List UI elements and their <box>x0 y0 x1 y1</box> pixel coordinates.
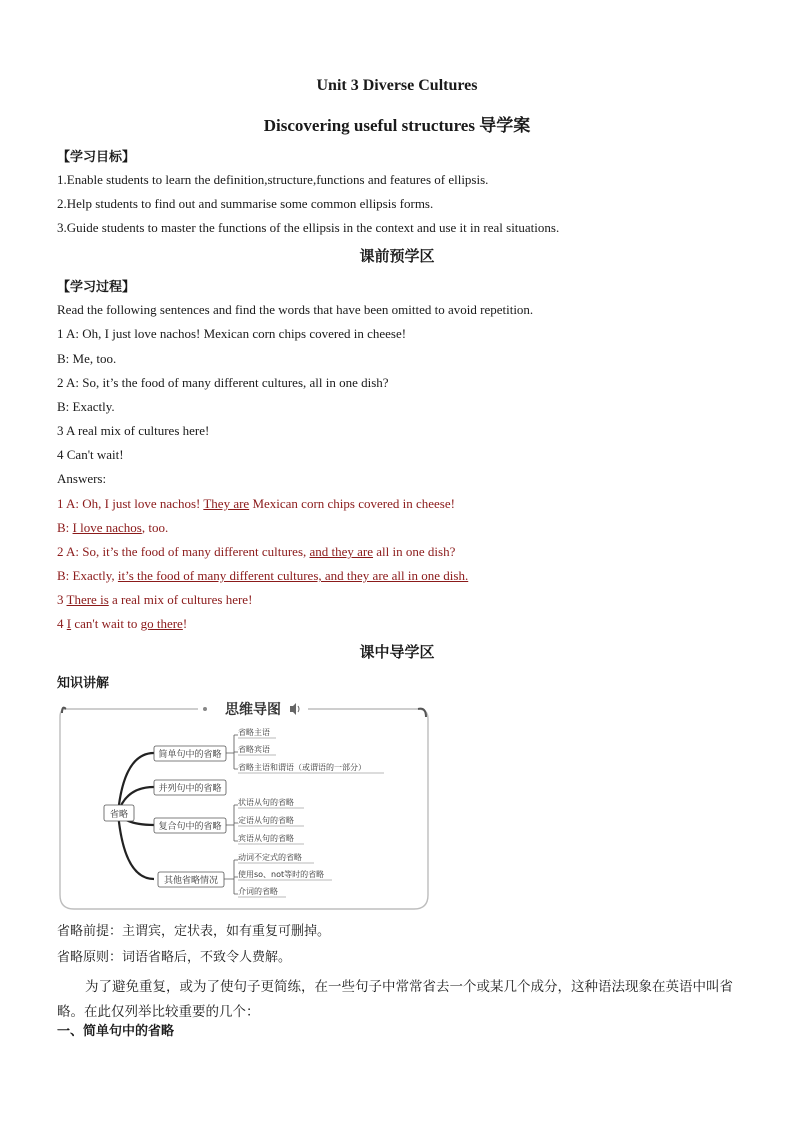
answers-label: Answers: <box>57 471 107 486</box>
answer-text: 1 A: Oh, I just love nachos! <box>57 496 204 511</box>
bracket <box>226 735 238 769</box>
document-title: Unit 3 Diverse Cultures <box>316 77 478 94</box>
document-subtitle: Discovering useful structures 导学案 <box>263 116 531 135</box>
section-heading-in-class: 课中导学区 <box>359 643 435 661</box>
branch-label: 并列句中的省略 <box>158 784 222 794</box>
branch-label: 复合句中的省略 <box>158 822 222 832</box>
answer-underlined: and they are <box>309 544 374 559</box>
answer-text: ! <box>182 616 188 631</box>
leaf-label: 介词的省略 <box>238 887 278 896</box>
answer-text: can't wait to <box>71 616 141 631</box>
knowledge-heading: 知识讲解 <box>57 676 110 691</box>
explanation-paragraph: 为了避免重复，或为了使句子更简练，在一些句子中常常省去一个或某几个成分，这种语法现象在英语中叫省略。在此仅列举比较重要的几个： <box>57 979 733 1020</box>
exercise-line: 4 Can't wait! <box>57 447 124 462</box>
leaf-label: 省略主语和谓语（或谓语的一部分） <box>238 763 366 772</box>
branch-label: 其他省略情况 <box>163 876 219 886</box>
answer-line <box>57 496 455 512</box>
answer-line <box>57 592 252 608</box>
section-one-heading: 一、简单句中的省略 <box>57 1024 175 1039</box>
exercise-line: 2 A: So, it’s the food of many different cultures, all in one dish? <box>57 375 389 390</box>
answer-text: B: Exactly, <box>57 568 118 583</box>
answer-text: 3 <box>57 592 67 607</box>
answer-text: Mexican corn chips covered in cheese! <box>249 496 455 511</box>
answer-text: B: <box>57 520 73 535</box>
mind-map-header: 思维导图 <box>225 702 281 718</box>
frame-corner-left <box>62 708 66 713</box>
leaf-label: 宾语从句的省略 <box>238 834 294 843</box>
section-heading-pre-class: 课前预学区 <box>359 247 435 265</box>
objectives-heading: 【学习目标】 <box>57 150 136 165</box>
objective-item: 2.Help students to find out and summarise some common ellipsis forms. <box>57 196 434 211</box>
exercise-line: 1 A: Oh, I just love nachos! Mexican corn chips covered in cheese! <box>57 326 407 341</box>
answer-line <box>57 544 455 560</box>
leaf-label: 使用so、not等时的省略 <box>238 870 325 879</box>
instruction-text: Read the following sentences and find the words that have been omitted to avoid repetition. <box>57 302 534 317</box>
answer-underlined: I love nachos <box>72 520 142 535</box>
answer-text: 4 <box>57 616 67 631</box>
principle-text: 省略原则：词语省略后，不致令人费解。 <box>57 950 292 965</box>
leaf-label: 省略主语 <box>238 728 270 737</box>
leaf-label: 定语从句的省略 <box>238 816 294 825</box>
mind-map-diagram <box>58 695 430 911</box>
answer-text: , too. <box>141 520 169 535</box>
leaf-label: 动词不定式的省略 <box>238 853 302 862</box>
answer-underlined: it’s the food of many different cultures, and they are all in one dish. <box>117 568 469 583</box>
bracket <box>224 860 238 894</box>
answer-underlined: They are <box>203 496 250 511</box>
root-label: 省略 <box>109 810 129 820</box>
answer-underlined: I <box>66 616 72 631</box>
answer-line <box>57 520 168 536</box>
branch-label: 简单句中的省略 <box>158 750 222 760</box>
bracket <box>226 805 238 841</box>
answer-line <box>57 616 187 632</box>
leaf-label: 状语从句的省略 <box>238 798 294 807</box>
answer-line <box>57 568 468 584</box>
speaker-icon <box>290 703 299 715</box>
answer-underlined: go there <box>140 616 183 631</box>
objective-item: 1.Enable students to learn the definition,structure,functions and features of ellipsis. <box>57 172 489 187</box>
answer-text: 2 A: So, it’s the food of many different cultures, <box>57 544 310 559</box>
exercise-line: B: Me, too. <box>57 351 117 366</box>
header-dot <box>203 707 207 711</box>
objective-item: 3.Guide students to master the functions of the ellipsis in the context and use it in real situations. <box>57 220 560 235</box>
answer-text: all in one dish? <box>373 544 456 559</box>
process-heading: 【学习过程】 <box>57 280 136 295</box>
exercise-line: B: Exactly. <box>57 399 115 414</box>
connector <box>118 753 154 813</box>
premise-text: 省略前提：主谓宾，定状表，如有重复可删掉。 <box>57 924 331 939</box>
answer-underlined: There is <box>66 592 109 607</box>
exercise-line: 3 A real mix of cultures here! <box>57 423 210 438</box>
answer-text: a real mix of cultures here! <box>108 592 253 607</box>
leaf-label: 省略宾语 <box>238 745 270 754</box>
